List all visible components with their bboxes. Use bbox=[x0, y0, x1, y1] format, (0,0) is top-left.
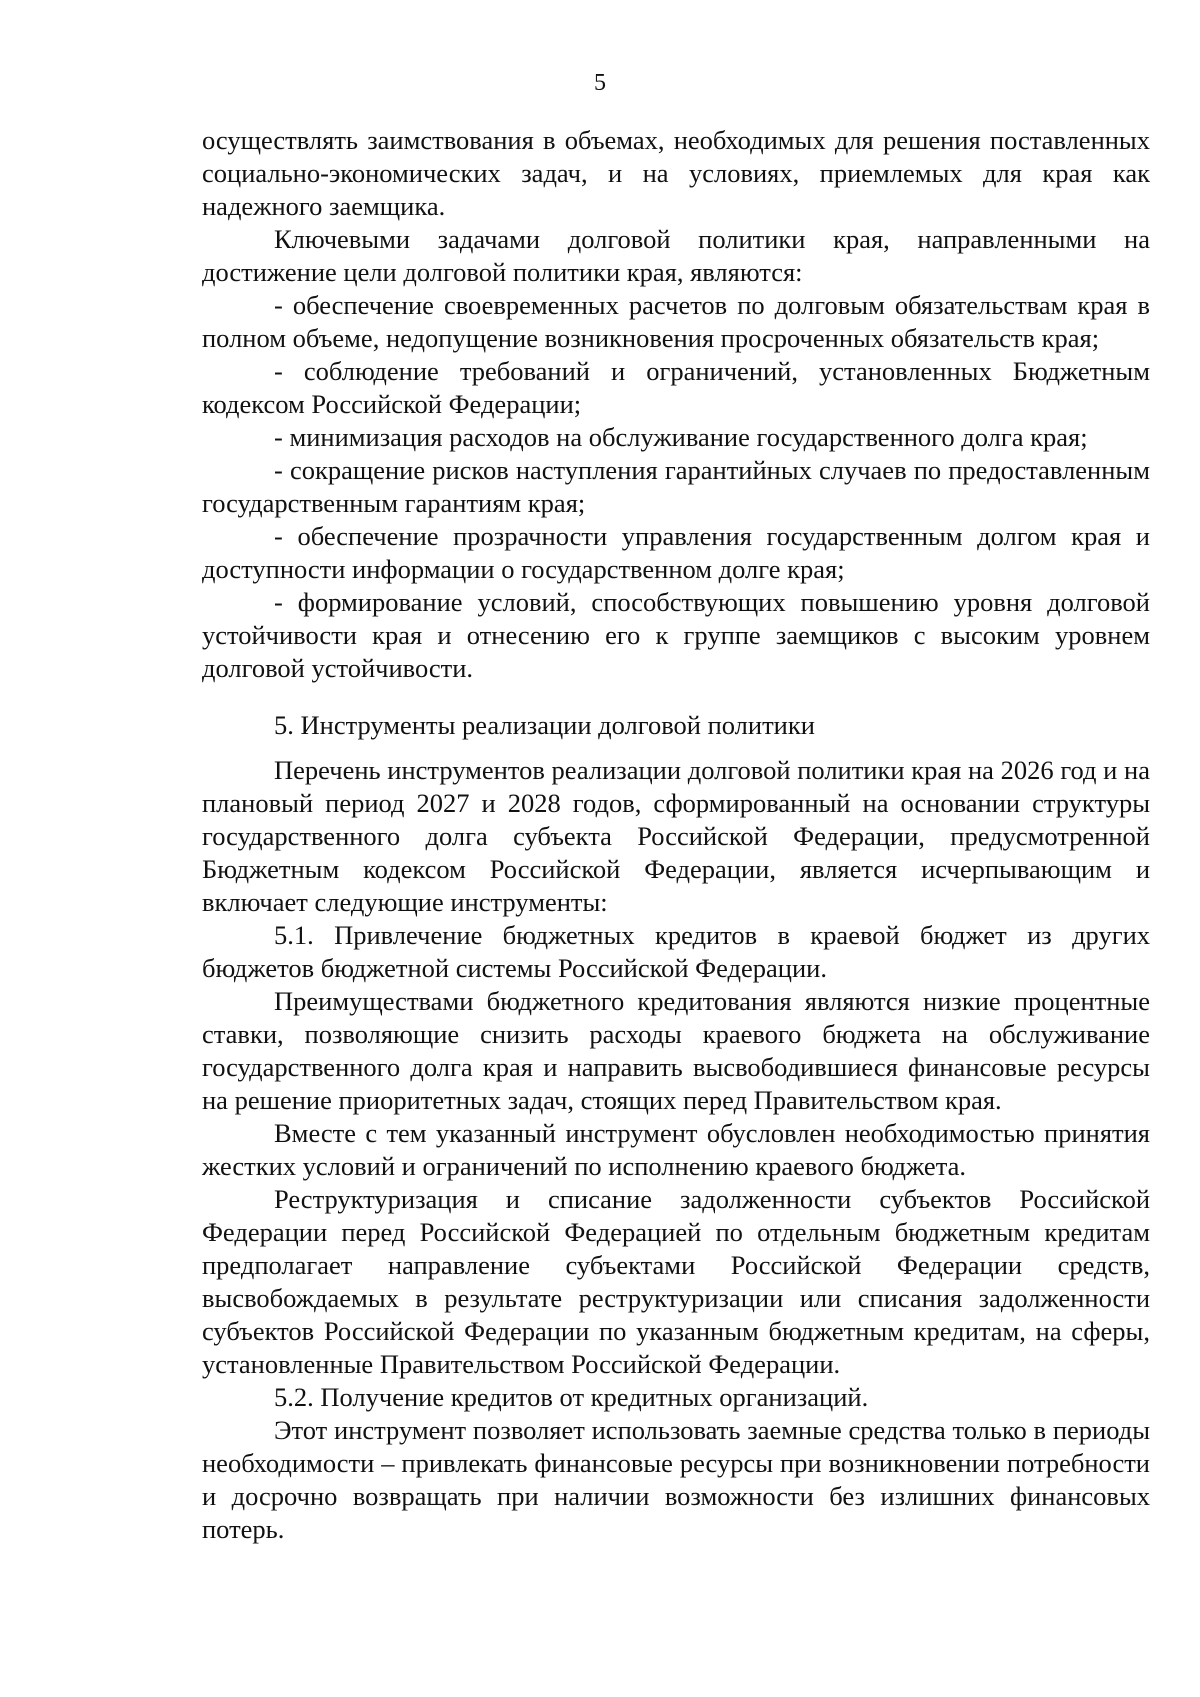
list-item-timely-settlements: - обеспечение своевременных расчетов по долговым обязательствам края в полном объеме, недопущение возникновения просроченных обязательств края; bbox=[202, 290, 1150, 353]
paragraph-continuation: осуществлять заимствования в объемах, необходимых для решения поставленных социально-экономических задач, и на условиях, приемлемых для края как надежного заемщика. bbox=[202, 125, 1150, 221]
section-heading: 5. Инструменты реализации долговой политики bbox=[274, 710, 815, 740]
document-body bbox=[202, 124, 1150, 1546]
paragraph-advantages: Преимуществами бюджетного кредитования являются низкие процентные ставки, позволяющие снизить расходы краевого бюджета на обслуживание государственного долга края и направить высвободившиеся финансовые ресурсы на решение приоритетных задач, стоящих перед Правительством края. bbox=[202, 986, 1150, 1115]
list-item-sustainability: - формирование условий, способствующих повышению уровня долговой устойчивости края и отнесению его к группе заемщиков с высоким уровнем долговой устойчивости. bbox=[202, 587, 1150, 683]
paragraph-instruments-list: Перечень инструментов реализации долговой политики края на 2026 год и на плановый период 2027 и 2028 годов, сформированный на основании структуры государственного долга субъекта Российской Федерации, предусмотренной Бюджетным кодексом Российской Федерации, является исчерпывающим и включает следующие инструменты: bbox=[202, 755, 1150, 917]
paragraph-credit-use: Этот инструмент позволяет использовать заемные средства только в периоды необходимости – привлекать финансовые ресурсы при возникновении потребности и досрочно возвращать при наличии возможности без излишних финансовых потерь. bbox=[202, 1415, 1150, 1544]
list-item-minimize-costs: - минимизация расходов на обслуживание государственного долга края; bbox=[274, 422, 1088, 452]
list-item-transparency: - обеспечение прозрачности управления государственным долгом края и доступности информации о государственном долге края; bbox=[202, 521, 1150, 584]
page-number: 5 bbox=[594, 70, 606, 96]
list-item-compliance: - соблюдение требований и ограничений, установленных Бюджетным кодексом Российской Федерации; bbox=[202, 356, 1150, 419]
paragraph-key-tasks: Ключевыми задачами долговой политики края, направленными на достижение цели долговой политики края, являются: bbox=[202, 224, 1150, 287]
paragraph-constraints: Вместе с тем указанный инструмент обусловлен необходимостью принятия жестких условий и ограничений по исполнению краевого бюджета. bbox=[202, 1118, 1150, 1181]
paragraph-5-1: 5.1. Привлечение бюджетных кредитов в краевой бюджет из других бюджетов бюджетной системы Российской Федерации. bbox=[202, 920, 1150, 983]
list-item-reduce-risks: - сокращение рисков наступления гарантийных случаев по предоставленным государственным гарантиям края; bbox=[202, 455, 1150, 518]
paragraph-restructuring: Реструктуризация и списание задолженности субъектов Российской Федерации перед Российской Федерацией по отдельным бюджетным кредитам предполагает направление субъектами Российской Федерации средств, высвобождаемых в результате реструктуризации или списания задолженности субъектов Российской Федерации по указанным бюджетным кредитам, на сферы, установленные Правительством Российской Федерации. bbox=[202, 1184, 1150, 1379]
paragraph-5-2: 5.2. Получение кредитов от кредитных организаций. bbox=[274, 1382, 869, 1412]
